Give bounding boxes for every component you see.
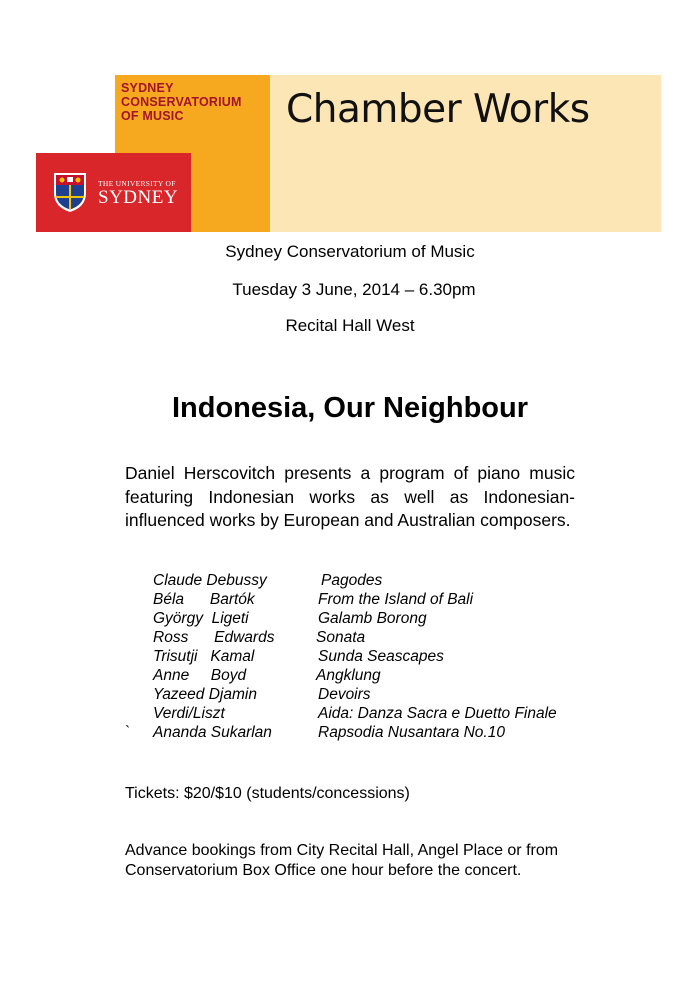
date-line: Tuesday 3 June, 2014 – 6.30pm — [232, 280, 476, 299]
composer-name: Béla Bartók — [153, 591, 255, 608]
series-title: Chamber Works — [286, 87, 590, 132]
booking-info: Advance bookings from City Recital Hall, Angel Place or from Conservatorium Box Office one hour before the concert. — [125, 842, 559, 879]
composer-name: Trisutji Kamal — [153, 648, 255, 665]
university-label-small: THE UNIVERSITY OF — [98, 179, 176, 188]
work-title: Pagodes — [321, 572, 383, 589]
work-title: Angklung — [316, 667, 381, 684]
composer-name: Claude Debussy — [153, 572, 267, 589]
university-crest-icon — [52, 171, 88, 213]
stray-mark: ` — [125, 724, 131, 741]
scm-line-3: OF MUSIC — [121, 109, 184, 123]
header-banner — [36, 75, 661, 232]
university-label-big: SYDNEY — [98, 187, 179, 208]
composer-name: Ananda Sukarlan — [153, 724, 272, 741]
work-title: Aida: Danza Sacra e Duetto Finale — [318, 705, 557, 722]
work-title: Galamb Borong — [318, 610, 427, 627]
composer-name: Anne Boyd — [153, 667, 247, 684]
composer-name: Ross Edwards — [153, 629, 275, 646]
work-title: From the Island of Bali — [318, 591, 474, 608]
work-title: Sonata — [316, 629, 366, 646]
scm-line-2: CONSERVATORIUM — [121, 95, 242, 109]
composer-name: Yazeed Djamin — [153, 686, 257, 703]
work-title: Sunda Seascapes — [318, 648, 444, 665]
ticket-prices: Tickets: $20/$10 (students/concessions) — [125, 785, 410, 802]
hall-line: Recital Hall West — [285, 316, 415, 335]
composer-name: György Ligeti — [153, 610, 249, 627]
concert-title: Indonesia, Our Neighbour — [171, 392, 529, 424]
composer-name: Verdi/Liszt — [153, 705, 225, 722]
venue-line: Sydney Conservatorium of Music — [225, 242, 475, 261]
work-title: Devoirs — [318, 686, 371, 703]
work-title: Rapsodia Nusantara No.10 — [318, 724, 505, 741]
concert-description: Daniel Herscovitch presents a program of piano music featuring Indonesian works as well as Indonesian-influenced works by European and Australian composers. — [125, 463, 575, 530]
conservatorium-logo-text — [121, 81, 271, 123]
scm-line-1: SYDNEY — [121, 81, 174, 95]
